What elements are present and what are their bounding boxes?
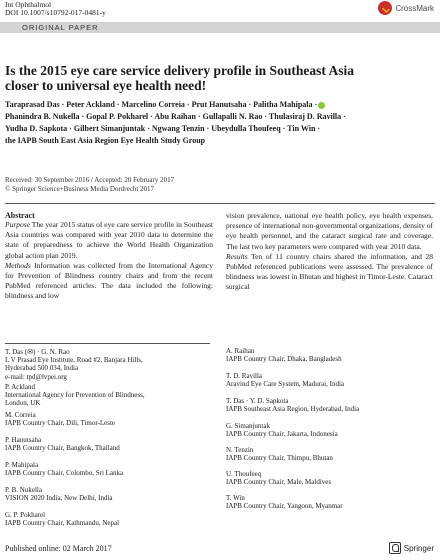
abstract-heading: Abstract — [5, 211, 35, 220]
affiliation — [5, 436, 210, 452]
copyright: © Springer Science+Business Media Dordrecht 2017 — [5, 184, 155, 193]
affiliation — [5, 383, 210, 408]
journal-name: Int Ophthalmol — [5, 0, 52, 9]
affiliation-line: L V Prasad Eye Institute, Road #2, Banjara Hills, — [5, 356, 143, 365]
affiliation — [5, 511, 210, 527]
author-line: Taraprasad Das · Peter Ackland · Marcelino Correia · Prut Hanutsaha · Palitha Mahipala · — [5, 99, 430, 111]
affiliation — [5, 411, 210, 427]
affiliation — [5, 461, 210, 477]
abstract-right-column — [226, 211, 433, 293]
affiliation-line: IAPB Country Chair, Thimpu, Bhutan — [226, 454, 333, 463]
abstract-purpose — [5, 220, 213, 261]
purpose-text: The year 2015 status of eye care service profile in Southeast Asia countries was compared with year 2010 data to determine the state of preparedness to achieve the World Health Organization global action plan 2019. — [5, 220, 214, 260]
paper-title — [5, 63, 425, 93]
affiliation-name: U. Thoufeeq — [226, 470, 262, 478]
abstract-left-column — [5, 220, 213, 302]
affiliation — [226, 470, 431, 486]
affiliation-line: IAPB Country Chair, Yangoon, Myanmar — [226, 502, 343, 511]
section-bar — [0, 22, 440, 33]
abstract-continued: vision prevalence, national eye health policy, eye health expenses, presence of international non-governmental organizations, density of eye health personnel, and the cataract surgical rate and coverage. The last two key parameters were compared with year 2010 data. — [226, 211, 433, 251]
affiliation — [5, 486, 210, 502]
affiliation-name: N. Tenzin — [226, 446, 254, 454]
affiliation-line: IAPB Southeast Asia Region, Hyderabad, India — [226, 405, 360, 414]
doi[interactable]: DOI 10.1007/s10792-017-0481-y — [5, 8, 106, 17]
dates — [5, 176, 174, 193]
affiliation-name: T. Das · Y. D. Sapkota — [226, 397, 289, 405]
title-line: closer to universal eye health need! — [5, 78, 207, 93]
crossmark-label: CrossMark — [395, 3, 434, 13]
methods-text: Information was collected from the International Agency for Prevention of Blindness country chairs and from the recent PubMed referenced articles. The data included the following: blindness and low — [5, 260, 213, 301]
affiliation — [226, 397, 431, 413]
publisher-logo[interactable] — [389, 542, 434, 554]
affiliation-name: P. Ackland — [5, 383, 35, 391]
affiliation-name: T. D. Ravilla — [226, 372, 263, 380]
purpose-label: Purpose — [5, 220, 30, 229]
affiliation-line: International Agency for Prevention of Blindness, — [5, 391, 145, 400]
published-online: Published online: 02 March 2017 — [5, 544, 112, 553]
affiliation — [5, 348, 210, 381]
affiliation-line: IAPB Country Chair, Kathmandu, Nepal — [5, 519, 120, 528]
author-line: Phanindra B. Nukella · Gopal P. Pokharel · Abu Raihan · Gullapalli N. Rao · Thulasiraj D. Ravilla · — [5, 112, 346, 121]
divider — [5, 203, 435, 204]
orcid-icon[interactable] — [318, 102, 325, 109]
affiliation-name: M. Correia — [5, 411, 36, 419]
affiliation-name: A. Raihan — [226, 347, 255, 355]
affiliation-name: G. P. Pokharel — [5, 511, 46, 519]
affiliation-name: P. B. Nukella — [5, 486, 42, 494]
received-accepted: Received: 30 September 2016 / Accepted: 20 February 2017 — [5, 176, 175, 184]
title-line: Is the 2015 eye care service delivery profile in Southeast Asia — [5, 63, 354, 78]
email-link[interactable]: e-mail: tpd@lvpei.org — [5, 372, 67, 381]
affiliation-name: G. Simanjuntak — [226, 422, 270, 430]
affiliation-line: IAPB Country Chair, Male, Maldives — [226, 478, 332, 487]
affiliation-line: IAPB Country Chair, Bangkok, Thailand — [5, 444, 120, 453]
affiliation-line: IAPB Country Chair, Colombo, Sri Lanka — [5, 469, 124, 478]
affiliation — [226, 494, 431, 510]
results-text: Ten of 11 country chairs shared the information, and 28 PubMed referenced publications were assessed. The prevalence of blindness was lowest in Bhutan and highest in Timor-Leste. Cataract surgical — [226, 251, 433, 292]
affiliation — [226, 422, 431, 438]
methods-label: Methods — [5, 260, 31, 270]
affiliation — [226, 372, 431, 388]
affiliation-line: VISION 2020 India, New Delhi, India — [5, 494, 113, 503]
affiliation-name: T. Win — [226, 494, 245, 502]
abstract-methods — [5, 261, 213, 302]
affiliation — [226, 446, 431, 462]
affiliation-name: P. Mahipala — [5, 461, 39, 469]
abstract-results — [226, 252, 433, 293]
results-label: Results — [226, 251, 248, 261]
affiliation-line: Hyderabad 500 034, India — [5, 364, 79, 373]
affiliation — [226, 347, 431, 363]
affiliation-line: IAPB Country Chair, Dhaka, Bangladesh — [226, 355, 342, 364]
author-list — [5, 99, 430, 147]
author-line: Yudha D. Sapkota · Gilbert Simanjuntak · Ngwang Tenzin · Ubeydulla Thoufeeq · Tin Win · — [5, 124, 321, 133]
crossmark-badge[interactable] — [378, 1, 434, 15]
section-label: ORIGINAL PAPER — [22, 23, 99, 32]
affiliation-line: Aravind Eye Care System, Madurai, India — [226, 380, 344, 389]
springer-horse-icon — [389, 542, 401, 554]
affiliation-line: London, UK — [5, 399, 41, 408]
affiliation-name: T. Das (✉) · G. N. Rao — [5, 348, 70, 356]
affiliation-divider — [5, 343, 210, 344]
affiliation-name: P. Hanutsaha — [5, 436, 42, 444]
affiliation-line: IAPB Country Chair, Dili, Timor-Leste — [5, 419, 116, 428]
affiliation-line: IAPB Country Chair, Jakarta, Indonesia — [226, 430, 338, 439]
crossmark-icon — [378, 1, 392, 15]
publisher-name: Springer — [403, 543, 434, 553]
author-line: the IAPB South East Asia Region Eye Health Study Group — [5, 136, 206, 145]
